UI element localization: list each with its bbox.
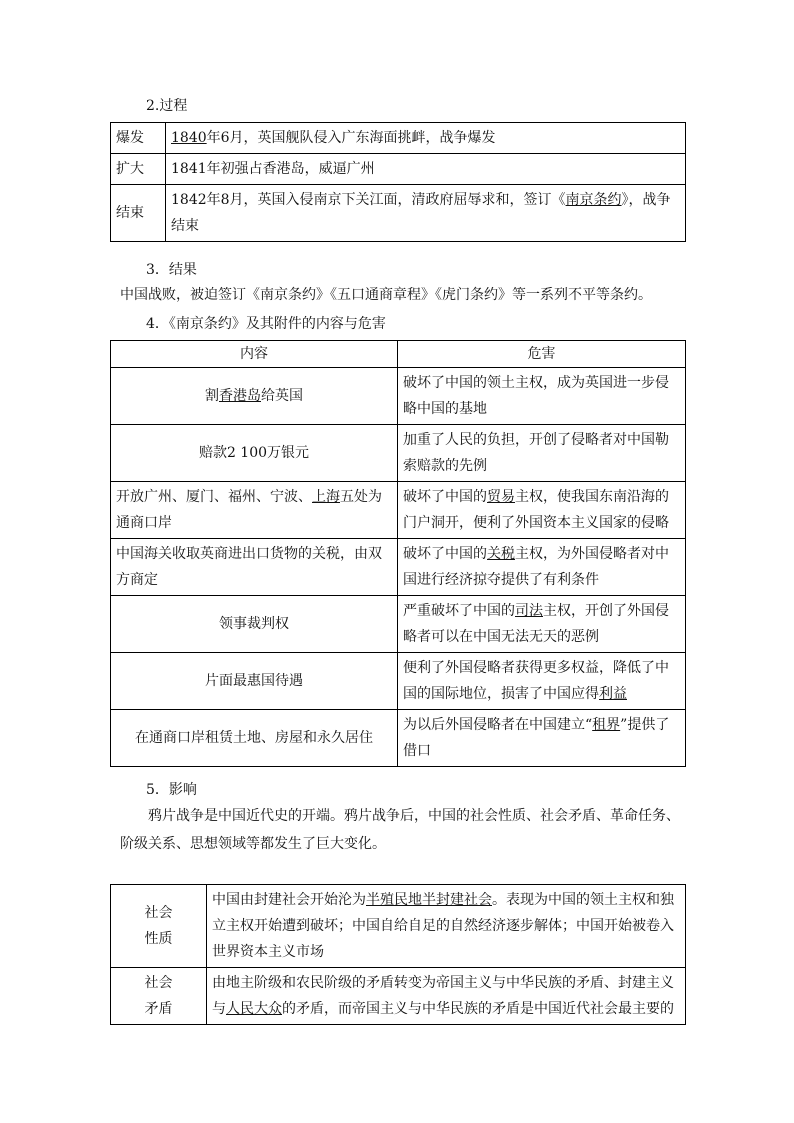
- row-label: 扩大: [111, 154, 166, 185]
- harm-cell: 破坏了中国的贸易主权，使我国东南沿海的门户洞开，便利了外国资本主义国家的侵略: [398, 482, 686, 539]
- content-cell: 开放广州、厦门、福州、宁波、上海五处为通商口岸: [111, 482, 398, 539]
- table-row: [111, 710, 686, 767]
- row-text: 1842年8月，英国入侵南京下关江面，清政府屈辱求和，签订《南京条约》，战争结束: [166, 185, 686, 242]
- harm-cell: 严重破坏了中国的司法主权，开创了外国侵略者可以在中国无法无天的恶例: [398, 596, 686, 653]
- content-cell: 中国海关收取英商进出口货物的关税，由双方商定: [111, 539, 398, 596]
- row-text: 1841年初强占香港岛，威逼广州: [166, 154, 686, 185]
- impact-table: [110, 884, 686, 1025]
- content-cell: 割香港岛给英国: [111, 368, 398, 425]
- row-label: 社会性质: [111, 885, 207, 968]
- harm-cell: 为以后外国侵略者在中国建立“租界”提供了借口: [398, 710, 686, 767]
- table-row: [111, 968, 686, 1025]
- table-row: [111, 154, 686, 185]
- treaty-table: [110, 340, 686, 767]
- content-cell: 在通商口岸租赁土地、房屋和永久居住: [111, 710, 398, 767]
- row-text: 1840年6月，英国舰队侵入广东海面挑衅，战争爆发: [166, 123, 686, 154]
- process-table: [110, 122, 686, 242]
- content-cell: 赔款2 100万银元: [111, 425, 398, 482]
- table-row: [111, 123, 686, 154]
- section2-heading: 2.过程: [146, 98, 188, 114]
- table-row: [111, 482, 686, 539]
- row-text: 中国由封建社会开始沦为半殖民地半封建社会。表现为中国的领土主权和独立主权开始遭到破坏；中国自给自足的自然经济逐步解体；中国开始被卷入世界资本主义市场: [207, 885, 686, 968]
- table-header-row: [111, 341, 686, 368]
- row-label: 爆发: [111, 123, 166, 154]
- harm-cell: 便利了外国侵略者获得更多权益，降低了中国的国际地位，损害了中国应得利益: [398, 653, 686, 710]
- section4-heading: 4．《南京条约》及其附件的内容与危害: [146, 316, 386, 332]
- harm-cell: 加重了人民的负担，开创了侵略者对中国勒索赔款的先例: [398, 425, 686, 482]
- harm-cell: 破坏了中国的关税主权，为外国侵略者对中国进行经济掠夺提供了有利条件: [398, 539, 686, 596]
- section3-text: 中国战败，被迫签订《南京条约》《五口通商章程》《虎门条约》等一系列不平等条约。: [120, 287, 652, 303]
- table-row: [111, 539, 686, 596]
- row-label: 社会矛盾: [111, 968, 207, 1025]
- table-row: [111, 185, 686, 242]
- section5-text: 鸦片战争是中国近代史的开端。鸦片战争后，中国的社会性质、社会矛盾、革命任务、阶级关系、思想领域等都发生了巨大变化。: [120, 808, 680, 852]
- table-row: [111, 425, 686, 482]
- section5-heading: 5．影响: [146, 782, 197, 798]
- table-row: [111, 653, 686, 710]
- row-text: 由地主阶级和农民阶级的矛盾转变为帝国主义与中华民族的矛盾、封建主义与人民大众的矛盾，而帝国主义与中华民族的矛盾是中国近代社会最主要的: [207, 968, 686, 1025]
- table-row: [111, 885, 686, 968]
- column-header-harm: 危害: [398, 341, 686, 368]
- content-cell: 片面最惠国待遇: [111, 653, 398, 710]
- content-cell: 领事裁判权: [111, 596, 398, 653]
- column-header-content: 内容: [111, 341, 398, 368]
- harm-cell: 破坏了中国的领土主权，成为英国进一步侵略中国的基地: [398, 368, 686, 425]
- table-row: [111, 368, 686, 425]
- table-row: [111, 596, 686, 653]
- row-label: 结束: [111, 185, 166, 242]
- section3-heading: 3．结果: [146, 262, 197, 278]
